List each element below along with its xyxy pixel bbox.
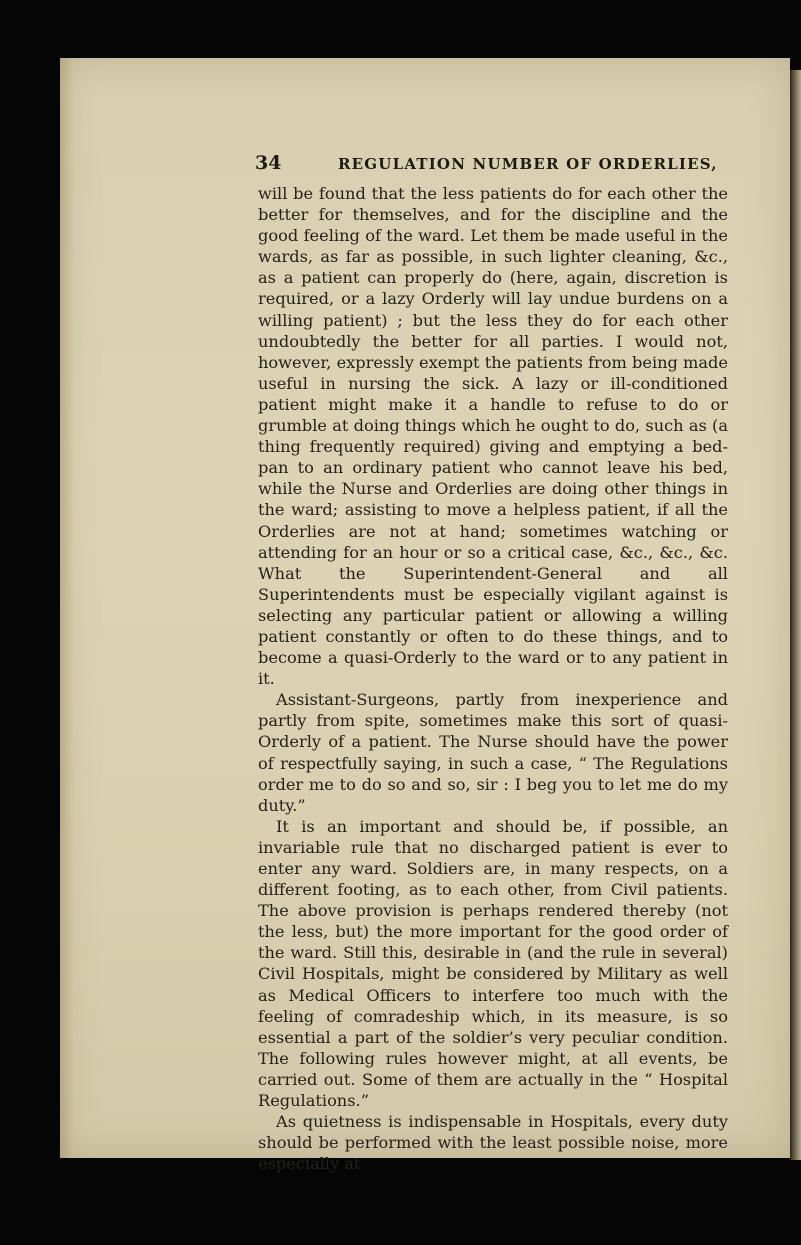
page-header (255, 152, 725, 178)
paragraph-4: As quietness is indispensable in Hospitals, every duty should be performed with the least possible noise, more especially at (258, 1112, 728, 1174)
running-title: REGULATION NUMBER OF ORDERLIES, (338, 155, 718, 173)
paragraph-3: It is an important and should be, if possible, an invariable rule that no discharged patient is ever to enter any ward. Soldiers are, in many respects, on a different footing, as to each other, from Civil patients. The above provision is perhaps rendered thereby (not the less, but) the more important for the good order of the ward. Still this, desirable in (and the rule in several) Civil Hospitals, might be considered by Military as well as Medical Officers to interfere too much with the feeling of comradeship which, in its measure, is so essential a part of the soldier’s very peculiar condition. The following rules however might, at all events, be carried out. Some of them are actually in the “ Hospital Regulations.” (258, 816, 728, 1111)
paragraph-2: Assistant-Surgeons, partly from inexperience and partly from spite, sometimes make this sort of quasi-Orderly of a patient. The Nurse should have the power of respectfully saying, in such a case, “ The Regulations order me to do so and so, sir : I beg you to let me do my duty.” (258, 690, 728, 815)
page-edge (790, 70, 801, 1160)
body-text (258, 183, 728, 1174)
page-gutter-shadow (60, 58, 74, 1158)
paragraph-1: will be found that the less patients do for each other the better for themselves, and for the discipline and the good feeling of the ward. Let them be made useful in the wards, as far as possible, in such lighter cleaning, &c., as a patient can properly do (here, again, discretion is required, or a lazy Orderly will lay undue burdens on a willing patient) ; but the less they do for each other undoubtedly the better for all parties. I would not, however, expressly exempt the patients from being made useful in nursing the sick. A lazy or ill-conditioned patient might make it a handle to refuse to do or grumble at doing things which he ought to do, such as (a thing frequently required) giving and emptying a bed-pan to an ordinary patient who cannot leave his bed, while the Nurse and Orderlies are doing other things in the ward; assisting to move a helpless patient, if all the Orderlies are not at hand; sometimes watching or attending for an hour or so a critical case, &c., &c., &c. What the Superintendent-General and all Superintendents must be especially vigilant against is selecting any particular patient or allowing a willing patient constantly or often to do these things, and to become a quasi-Orderly to the ward or to any patient in it. (258, 184, 728, 689)
page-number: 34 (255, 152, 282, 174)
